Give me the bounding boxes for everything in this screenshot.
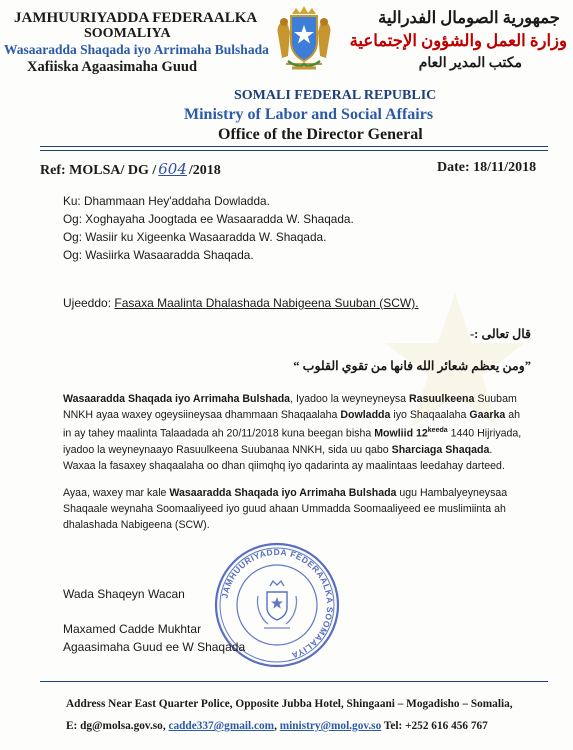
p1-private: Gaarka [469, 409, 506, 422]
p1-text: ah in ay tahey maalinta Talaadada ah 20/11/2018 kuna beegan bisha [63, 409, 521, 440]
header-rule-bottom [40, 150, 548, 151]
somalia-coat-of-arms-icon [272, 4, 336, 74]
quote-verse: ”ومن يعظم شعائر الله فانها من تقوي القلوب “ [293, 359, 531, 373]
footer-address: Address Near East Quarter Police, Opposite Jubba Hotel, Shingaani – Mogadisho – Somalia, [66, 698, 513, 710]
body-paragraph-2 [63, 485, 525, 534]
p2-text: ugu Hambalyeyneysaa Shaqaale weynaha Soomaaliyeed iyo guud ahaan Ummadda Soomaaliyeed ee muslimiinta ah dhalashada Nabigeena (SCW). [63, 487, 508, 532]
quote-intro: قال تعالى :- [470, 327, 531, 341]
header-right-line3: مكتب المدير العام [418, 56, 522, 71]
footer-email-link[interactable]: ministry@mol.gov.so [279, 720, 382, 732]
header-left-line3: Wasaaradda Shaqada iyo Arrimaha Bulshada [4, 42, 269, 57]
subject-label: Ujeeddo: [63, 296, 112, 310]
recipient-line: Og: Xoghayaha Joogtada ee Wasaaradda W. Shaqada. [63, 212, 354, 226]
p1-labour-law: Sharciaga Shaqada [391, 444, 490, 457]
signatory-title: Agaasimaha Guud ee W Shaqada [63, 640, 246, 654]
reference-number: 604 [158, 160, 187, 178]
p1-superscript: keeda [427, 427, 448, 435]
p1-text: Suubam NNKH ayaa waxey ogeysiineysaa dhammaan Shaqaalaha [63, 393, 517, 422]
center-title-3: Office of the Director General [218, 126, 423, 143]
document-date: Date: 18/11/2018 [437, 160, 537, 175]
footer-telephone: Tel: +252 616 456 767 [383, 720, 488, 732]
footer-rule [40, 681, 548, 682]
signatory-name: Maxamed Cadde Mukhtar [63, 622, 202, 636]
footer-contacts [66, 720, 488, 732]
recipient-line: Og: Wasiirka Wasaaradda Shaqada. [63, 248, 254, 262]
center-title-1: SOMALI FEDERAL REPUBLIC [234, 88, 437, 103]
p1-text: iyo Shaqaalaha [390, 409, 470, 422]
p1-mowliid: Mowliid 12 [374, 427, 428, 440]
p2-text: Ayaa, waxey mar kale [63, 487, 170, 499]
subject-text: Fasaxa Maalinta Dhalashada Nabigeena Suuban (SCW). [114, 296, 419, 310]
header-rule-top [40, 146, 548, 147]
reference-line [40, 160, 221, 179]
reference-prefix: Ref: MOLSA/ DG / [40, 163, 157, 178]
p2-ministry: Wasaaradda Shaqada iyo Arrimaha Bulshada [169, 487, 397, 499]
center-title-2: Ministry of Labor and Social Affairs [184, 106, 434, 123]
footer-email-link[interactable]: cadde337@gmail.com [168, 720, 275, 732]
subject-line [63, 296, 419, 310]
stamp-ring-text: JAMHUURIYADDA FEDERAALKA SOOMAALIYA [219, 546, 336, 661]
reference-suffix: /2018 [188, 163, 221, 178]
p1-prophet: Rasuulkeena [409, 393, 475, 405]
closing-greeting: Wada Shaqeyn Wacan [63, 587, 185, 601]
recipient-line: Ku: Dhammaan Hey'addaha Dowladda. [63, 194, 270, 208]
p1-ministry: Wasaaradda Shaqada iyo Arrimaha Bulshada [63, 393, 291, 405]
p1-text: . Waxaa la fasaxey shaqaalaha oo dhan qiimqhq iyo qadarinta ay maalintaas leedahay darteed. [63, 444, 505, 473]
p1-text: 1440 Hijriyada, iyadoo la weyneynaayo Rasuulkeena Suubanaa NNKH, sida uu qabo [63, 427, 522, 457]
recipient-line: Og: Wasiir ku Xigeenka Wasaaradda W. Shaqada. [63, 230, 327, 244]
p1-text: , Iyadoo la weyneyneysa [290, 393, 410, 405]
header-left-line2: SOOMALIYA [84, 26, 171, 41]
header-right-line2: وزارة العمل والشؤون الإجتماعية [349, 31, 567, 50]
footer-email-primary: E: dg@molsa.gov.so, [66, 720, 166, 732]
p1-government: Dowladda [340, 409, 391, 422]
header-left-line4: Xafiiska Agaasimaha Guud [27, 59, 198, 75]
footer-separator: , [274, 720, 277, 732]
body-paragraph-1 [63, 391, 525, 475]
header-left-line1: JAMHUURIYADDA FEDERAALKA [14, 10, 258, 26]
header-right-line1: جمهورية الصومال الفدرالية [378, 8, 560, 27]
